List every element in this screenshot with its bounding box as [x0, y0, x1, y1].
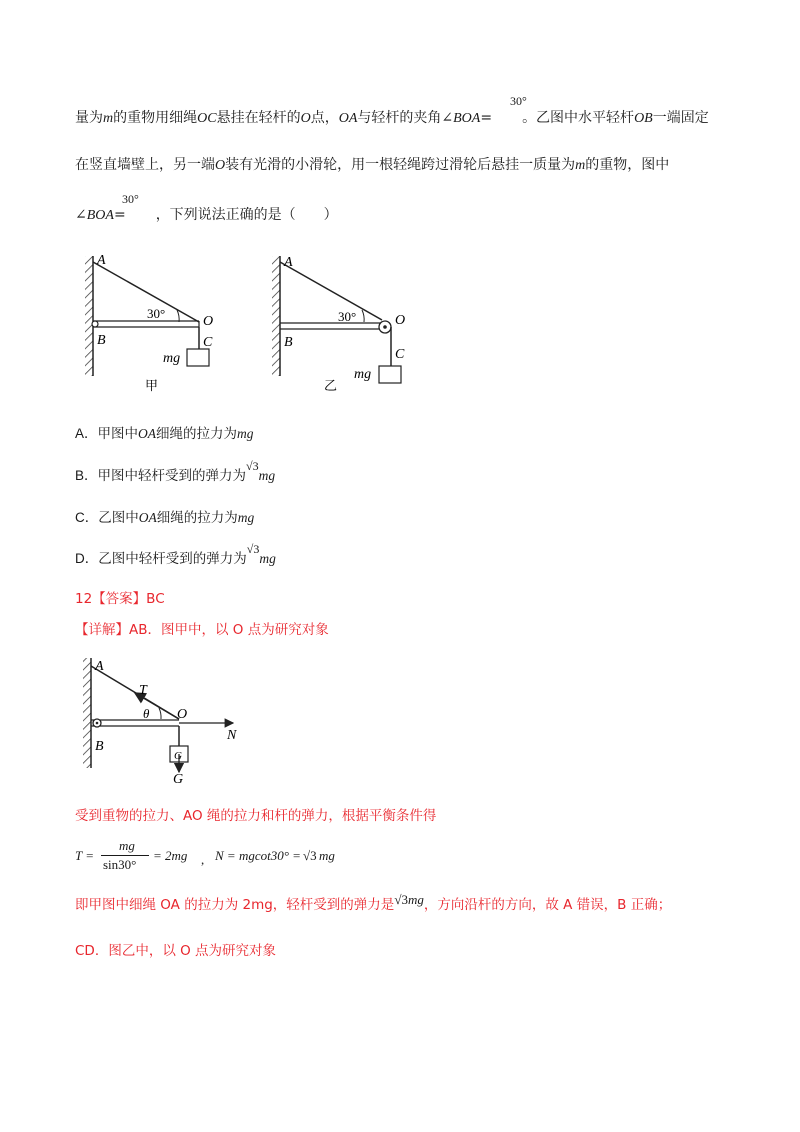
- label-angle: 30°: [147, 306, 166, 321]
- angle-arc: [362, 310, 364, 322]
- label-a: A: [284, 255, 293, 270]
- label-theta: θ: [143, 706, 150, 721]
- answer-label: 12【答案】BC: [75, 591, 165, 607]
- label-o: O: [395, 313, 406, 328]
- figure-jia: [75, 248, 225, 398]
- angle-superscript: 30°: [510, 94, 527, 108]
- label-t: T: [139, 683, 147, 698]
- option-b: B．甲图中轻杆受到的弹力为√3mg: [75, 459, 276, 484]
- rope-oa: [280, 262, 382, 320]
- label-jia: 甲: [145, 379, 159, 394]
- label-angle: 30°: [338, 309, 357, 324]
- question-line-2: 在竖直墙壁上，另一端O装有光滑的小滑轮，用一根轻绳跨过滑轮后悬挂一质量为m的重物，图中: [75, 157, 670, 173]
- wall-hatch: [272, 256, 280, 376]
- wall-hatch: [83, 658, 91, 768]
- label-c: C: [203, 335, 213, 350]
- option-d: D．乙图中轻杆受到的弹力为√3mg: [75, 542, 276, 567]
- forces-line: 受到重物的拉力、AO 绳的拉力和杆的弹力，根据平衡条件得: [75, 808, 437, 824]
- label-yi: 乙: [324, 379, 338, 394]
- label-g-box: G: [174, 750, 182, 762]
- label-b: B: [97, 333, 106, 348]
- rope-oa: [93, 262, 199, 322]
- label-a: A: [97, 253, 106, 268]
- weight-box: [379, 366, 401, 383]
- angle-arc: [159, 708, 161, 719]
- label-a: A: [95, 659, 104, 674]
- pulley-axle: [383, 325, 387, 329]
- figure-yi: [262, 248, 422, 408]
- answer-detail: 【详解】AB．图甲中，以 O 点为研究对象: [75, 622, 329, 638]
- conclusion-line: 即甲图中细绳 OA 的拉力为 2mg，轻杆受到的弹力是√3mg，方向沿杆的方向，故 A 错误，B 正确；: [75, 892, 672, 913]
- weight-box: [187, 349, 209, 366]
- equations: T = mg sin30° = 2mg , N = mgcot30° = √3 mg: [75, 838, 335, 872]
- label-n: N: [227, 728, 237, 743]
- wall-hatch: [85, 256, 93, 376]
- label-mg: mg: [163, 351, 181, 366]
- question-line-1: 量为m的重物用细绳OC悬挂在轻杆的O点，OA与轻杆的夹角∠BOA= 。乙图中水平轻杆OB一端固定: [75, 110, 709, 126]
- hinge-b: [92, 321, 98, 327]
- option-a: A．甲图中OA细绳的拉力为mg: [75, 426, 254, 442]
- angle-arc: [177, 310, 179, 322]
- force-diagram: [75, 652, 255, 787]
- option-c: C．乙图中OA细绳的拉力为mg: [75, 510, 255, 526]
- label-b: B: [284, 335, 293, 350]
- angle-superscript-2: 30°: [122, 192, 139, 206]
- label-c: C: [395, 347, 405, 362]
- label-o: O: [177, 707, 188, 722]
- label-g: G: [173, 772, 184, 787]
- label-b: B: [95, 739, 104, 754]
- cd-line: CD．图乙中，以 O 点为研究对象: [75, 943, 277, 959]
- question-line-3: ∠BOA= ，下列说法正确的是（ ）: [75, 207, 338, 223]
- label-o: O: [203, 314, 214, 329]
- label-mg: mg: [354, 367, 372, 382]
